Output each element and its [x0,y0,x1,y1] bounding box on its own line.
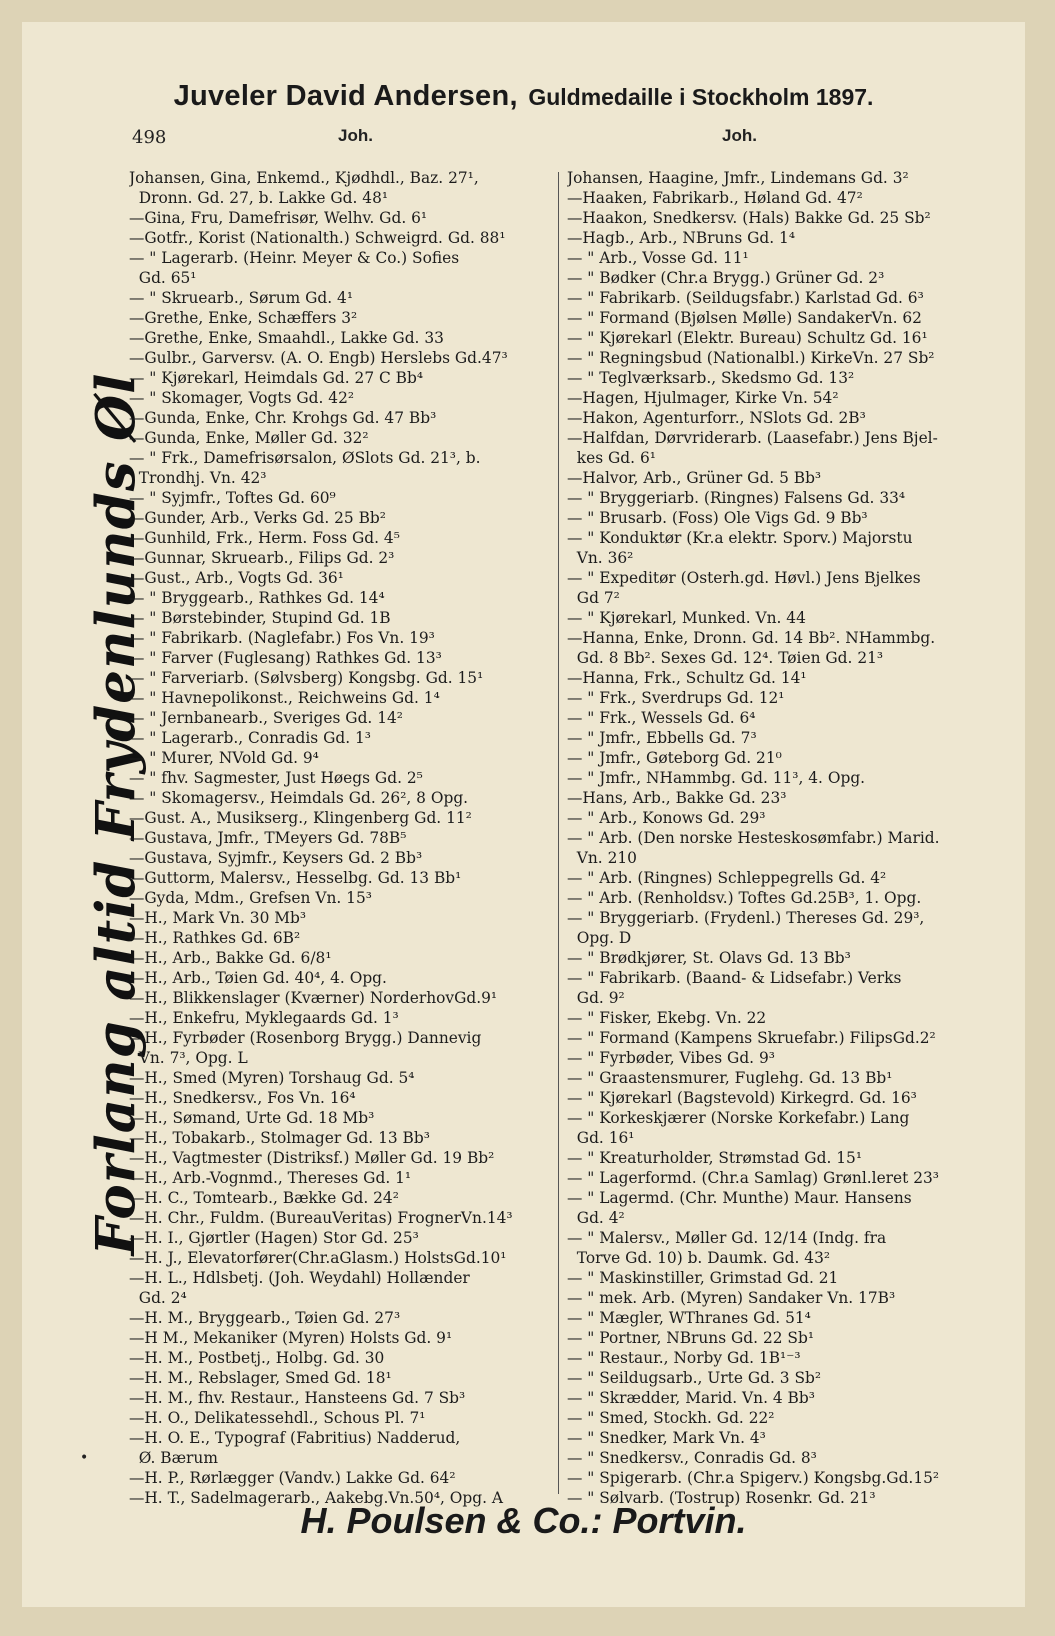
entry-line: —H., Tobakarb., Stolmager Gd. 13 Bb³ [129,1129,430,1147]
entry-line: — " mek. Arb. (Myren) Sandaker Vn. 17B³ [567,1289,896,1307]
entry-line: — " Restaur., Norby Gd. 1B¹⁻³ [567,1349,801,1367]
entry-line: Torve Gd. 10) b. Daumk. Gd. 43² [567,1249,831,1267]
entry-line: — " Spigerarb. (Chr.a Spigerv.) Kongsbg.Gd.15² [567,1469,940,1487]
entry-line: — " Mægler, WThranes Gd. 51⁴ [567,1309,811,1327]
entry-line: Vn. 36² [567,549,634,567]
entry-line: — " Korkeskjærer (Norske Korkefabr.) Lang [567,1109,910,1127]
entry-line: —H., Sømand, Urte Gd. 18 Mb³ [129,1109,375,1127]
entry-line: —H., Enkefru, Myklegaards Gd. 1³ [129,1009,399,1027]
entry-line: —Hanna, Enke, Dronn. Gd. 14 Bb². NHammbg. [567,629,936,647]
entry-line: Johansen, Gina, Enkemd., Kjødhdl., Baz. 27¹, [129,169,479,187]
entry-line: —Gina, Fru, Damefrisør, Welhv. Gd. 6¹ [129,209,428,227]
entry-line: —H M., Mekaniker (Myren) Holsts Gd. 9¹ [129,1329,453,1347]
entry-line: — " Børstebinder, Stupind Gd. 1B [129,609,391,627]
entry-line: —H. M., Bryggearb., Tøien Gd. 27³ [129,1309,401,1327]
entry-line: — " Formand (Kampens Skruefabr.) FilipsGd.2² [567,1029,936,1047]
entry-line: —Gunder, Arb., Verks Gd. 25 Bb² [129,509,386,527]
entry-line: —H., Vagtmester (Distriksf.) Møller Gd. 19 Bb² [129,1149,495,1167]
entry-line: —Gust., Arb., Vogts Gd. 36¹ [129,569,344,587]
entry-line: — " Arb., Konows Gd. 29³ [567,809,766,827]
entry-line: —Hanna, Frk., Schultz Gd. 14¹ [567,669,807,687]
header-jeweler-name: Juveler David Andersen, [173,80,518,112]
entry-line: — " Fyrbøder, Vibes Gd. 9³ [567,1049,775,1067]
entry-line: —Gotfr., Korist (Nationalth.) Schweigrd. Gd. 88¹ [129,229,506,247]
entry-line: —H., Smed (Myren) Torshaug Gd. 5⁴ [129,1069,415,1087]
entry-line: — " Fabrikarb. (Naglefabr.) Fos Vn. 19³ [129,629,435,647]
entry-line: — " Lagerarb., Conradis Gd. 1³ [129,729,371,747]
entry-line: —Gunda, Enke, Møller Gd. 32² [129,429,369,447]
entry-line: — " Brødkjører, St. Olavs Gd. 13 Bb³ [567,949,851,967]
entry-line: — " Kjørekarl, Munked. Vn. 44 [567,609,806,627]
entry-line: —H. M., Postbetj., Holbg. Gd. 30 [129,1349,385,1367]
entry-line: —Gustava, Jmfr., TMeyers Gd. 78B⁵ [129,829,407,847]
entry-line: — " Lagermd. (Chr. Munthe) Maur. Hansens [567,1189,912,1207]
header-medal-text: Guldmedaille i Stockholm 1897. [528,84,874,110]
entry-line: — " Arb. (Ringnes) Schleppegrells Gd. 4² [567,869,887,887]
entry-line: Gd. 8 Bb². Sexes Gd. 12⁴. Tøien Gd. 21³ [567,649,884,667]
entry-line: —H. P., Rørlægger (Vandv.) Lakke Gd. 64² [129,1469,456,1487]
page-number: 498 [132,127,167,148]
entry-line: — " Snedkersv., Conradis Gd. 8³ [567,1449,817,1467]
page-header-advert [22,80,1025,113]
entry-line: Gd. 2⁴ [129,1289,187,1307]
entry-line: —H. C., Tomtearb., Bække Gd. 24² [129,1189,399,1207]
running-head-right: Joh. [722,126,757,145]
entry-line: —Hagb., Arb., NBruns Gd. 1⁴ [567,229,796,247]
entry-line: — " Frk., Damefrisørsalon, ØSlots Gd. 21³, b. [129,449,481,467]
entry-line: —Haaken, Fabrikarb., Høland Gd. 47² [567,189,863,207]
entry-line: kes Gd. 6¹ [567,449,656,467]
entry-line: — " Seildugsarb., Urte Gd. 3 Sb² [567,1369,822,1387]
footer-advert: H. Poulsen & Co.: Portvin. [300,1500,747,1541]
entry-line: —Halfdan, Dørvriderarb. (Laasefabr.) Jens Bjel- [567,429,938,447]
entry-line: —H., Fyrbøder (Rosenborg Brygg.) Dannevig [129,1029,482,1047]
entry-line: — " Maskinstiller, Grimstad Gd. 21 [567,1269,839,1287]
entry-line: —H. I., Gjørtler (Hagen) Stor Gd. 25³ [129,1229,419,1247]
entry-line: — " Sølvarb. (Tostrup) Rosenkr. Gd. 21³ [567,1489,876,1507]
entry-line: — " Frk., Sverdrups Gd. 12¹ [567,689,785,707]
entry-line: —H. J., Elevatorfører(Chr.aGlasm.) HolstsGd.10¹ [129,1249,507,1267]
entry-line: Dronn. Gd. 27, b. Lakke Gd. 48¹ [129,189,389,207]
entry-line: — " Skruearb., Sørum Gd. 4¹ [129,289,354,307]
entry-line: —Hagen, Hjulmager, Kirke Vn. 54² [567,389,839,407]
entry-line: —Gulbr., Garversv. (A. O. Engb) Herslebs Gd.47³ [129,349,508,367]
entry-line: — " Fisker, Ekebg. Vn. 22 [567,1009,767,1027]
entry-line: —Gust. A., Musikserg., Klingenberg Gd. 11² [129,809,472,827]
entry-line: — " Lagerformd. (Chr.a Samlag) Grønl.leret 23³ [567,1169,939,1187]
entry-line: —H., Blikkenslager (Kværner) NorderhovGd.9¹ [129,989,498,1007]
entry-line: —H., Snedkersv., Fos Vn. 16⁴ [129,1089,356,1107]
entry-line: — " Bødker (Chr.a Brygg.) Grüner Gd. 2³ [567,269,885,287]
entry-line: — " Kjørekarl (Elektr. Bureau) Schultz Gd. 16¹ [567,329,928,347]
entry-line: — " Arb. (Renholdsv.) Toftes Gd.25B³, 1. Opg. [567,889,922,907]
entry-line: — " Brusarb. (Foss) Ole Vigs Gd. 9 Bb³ [567,509,868,527]
entry-line: —H. O., Delikatessehdl., Schous Pl. 7¹ [129,1409,426,1427]
entry-line: — " Kjørekarl (Bagstevold) Kirkegrd. Gd. 16³ [567,1089,917,1107]
entry-line: — " Syjmfr., Toftes Gd. 60⁹ [129,489,336,507]
entry-line: — " fhv. Sagmester, Just Høegs Gd. 2⁵ [129,769,423,787]
entry-line: — " Lagerarb. (Heinr. Meyer & Co.) Sofies [129,249,460,267]
side-advert: Forlang altid Frydenlunds Øl [85,372,147,1256]
entry-line: —Halvor, Arb., Grüner Gd. 5 Bb³ [567,469,822,487]
entry-line: —H. T., Sadelmagerarb., Aakebg.Vn.50⁴, Opg. A [129,1489,504,1507]
entry-line: Opg. D [567,929,632,947]
entry-line: —H. O. E., Typograf (Fabritius) Nadderud, [129,1429,461,1447]
entry-line: — " Jmfr., Gøteborg Gd. 21⁰ [567,749,782,767]
entry-line: Ø. Bærum [129,1449,218,1467]
entry-line: —H., Arb., Bakke Gd. 6/8¹ [129,949,332,967]
entry-line: —H. M., fhv. Restaur., Hansteens Gd. 7 Sb³ [129,1389,466,1407]
entry-line: —H., Arb., Tøien Gd. 40⁴, 4. Opg. [129,969,387,987]
entry-line: —Grethe, Enke, Smaahdl., Lakke Gd. 33 [129,329,444,347]
entry-line: —Gustava, Syjmfr., Keysers Gd. 2 Bb³ [129,849,423,867]
entry-line: — " Regningsbud (Nationalbl.) KirkeVn. 27 Sb² [567,349,935,367]
entry-line: — " Portner, NBruns Gd. 22 Sb¹ [567,1329,814,1347]
right-column [567,168,1002,1508]
entry-line: — " Fabrikarb. (Seildugsfabr.) Karlstad Gd. 6³ [567,289,924,307]
entry-line: Gd. 16¹ [567,1129,635,1147]
entry-line: —H., Rathkes Gd. 6B² [129,929,301,947]
entry-line: — " Konduktør (Kr.a elektr. Sporv.) Majorstu [567,529,913,547]
entry-line: — " Malersv., Møller Gd. 12/14 (Indg. fra [567,1229,887,1247]
entry-line: — " Kreaturholder, Strømstad Gd. 15¹ [567,1149,862,1167]
entry-line: Gd. 65¹ [129,269,197,287]
entry-line: Trondhj. Vn. 42³ [129,469,267,487]
entry-line: — " Farver (Fuglesang) Rathkes Gd. 13³ [129,649,442,667]
entry-line: —H. Chr., Fuldm. (BureauVeritas) FrognerVn.14³ [129,1209,513,1227]
entry-line: —Haakon, Snedkersv. (Hals) Bakke Gd. 25 Sb² [567,209,931,227]
running-head-left: Joh. [338,126,373,145]
entry-line: —Grethe, Enke, Schæffers 3² [129,309,358,327]
entry-line: — " Frk., Wessels Gd. 6⁴ [567,709,756,727]
entry-line: — " Havnepolikonst., Reichweins Gd. 1⁴ [129,689,440,707]
entry-line: Gd 7² [567,589,620,607]
entry-line: — " Skomagersv., Heimdals Gd. 26², 8 Opg. [129,789,469,807]
entry-line: — " Jmfr., Ebbells Gd. 7³ [567,729,757,747]
entry-line: — " Formand (Bjølsen Mølle) SandakerVn. 62 [567,309,922,327]
entry-line: —H., Arb.-Vognmd., Thereses Gd. 1¹ [129,1169,412,1187]
entry-line: — " Smed, Stockh. Gd. 22² [567,1409,775,1427]
directory-page [22,22,1025,1607]
entry-line: —Gunnar, Skruearb., Filips Gd. 2³ [129,549,395,567]
entry-line: — " Graastensmurer, Fuglehg. Gd. 13 Bb¹ [567,1069,893,1087]
entry-line: — " Arb. (Den norske Hesteskosømfabr.) Marid. [567,829,940,847]
entry-line: — " Farveriarb. (Sølvsberg) Kongsbg. Gd. 15¹ [129,669,484,687]
entry-line: — " Bryggeriarb. (Ringnes) Falsens Gd. 33⁴ [567,489,906,507]
entry-line: —Hakon, Agenturforr., NSlots Gd. 2B³ [567,409,866,427]
footer-mark: • [80,1450,89,1466]
entry-line: Vn. 210 [567,849,637,867]
entry-line: — " Jernbanearb., Sveriges Gd. 14² [129,709,403,727]
entry-line: — " Snedker, Mark Vn. 4³ [567,1429,766,1447]
entry-line: — " Bryggearb., Rathkes Gd. 14⁴ [129,589,385,607]
entry-line: — " Arb., Vosse Gd. 11¹ [567,249,749,267]
entry-line: —Gunhild, Frk., Herm. Foss Gd. 4⁵ [129,529,400,547]
entry-line: — " Jmfr., NHammbg. Gd. 11³, 4. Opg. [567,769,866,787]
entry-line: —Hans, Arb., Bakke Gd. 23³ [567,789,787,807]
entry-line: — " Skomager, Vogts Gd. 42² [129,389,355,407]
entry-line: — " Fabrikarb. (Baand- & Lidsefabr.) Verks [567,969,902,987]
entry-line: — " Bryggeriarb. (Frydenl.) Thereses Gd. 29³, [567,909,925,927]
column-divider [558,172,559,1494]
left-column [129,168,554,1508]
entry-line: Vn. 7³, Opg. L [129,1049,248,1067]
entry-line: —H. L., Hdlsbetj. (Joh. Weydahl) Hollænder [129,1269,470,1287]
entry-line: —Gunda, Enke, Chr. Krohgs Gd. 47 Bb³ [129,409,437,427]
entry-line: —Gyda, Mdm., Grefsen Vn. 15³ [129,889,372,907]
entry-line: — " Kjørekarl, Heimdals Gd. 27 C Bb⁴ [129,369,424,387]
entry-line: Gd. 4² [567,1209,625,1227]
entry-line: —H. M., Rebslager, Smed Gd. 18¹ [129,1369,392,1387]
entry-line: — " Teglværksarb., Skedsmo Gd. 13² [567,369,855,387]
entry-line: Gd. 9² [567,989,625,1007]
entry-line: — " Expeditør (Osterh.gd. Høvl.) Jens Bjelkes [567,569,921,587]
entry-line: — " Murer, NVold Gd. 9⁴ [129,749,319,767]
entry-line: —H., Mark Vn. 30 Mb³ [129,909,307,927]
entry-line: Johansen, Haagine, Jmfr., Lindemans Gd. 3² [567,169,909,187]
entry-line: —Guttorm, Malersv., Hesselbg. Gd. 13 Bb¹ [129,869,462,887]
entry-line: — " Skrædder, Marid. Vn. 4 Bb³ [567,1389,815,1407]
